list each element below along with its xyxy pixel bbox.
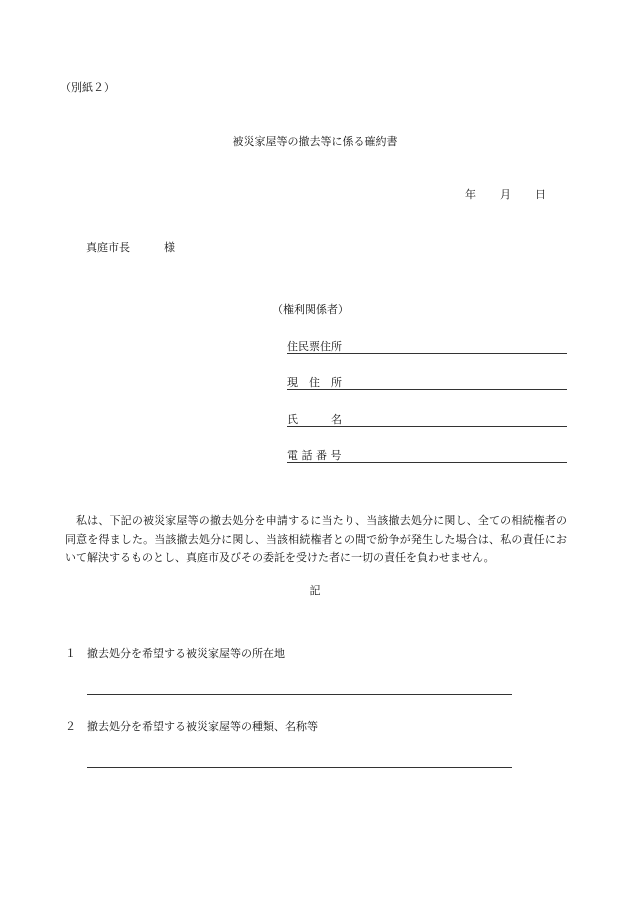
field-underline xyxy=(287,426,567,427)
field-underline xyxy=(287,389,567,390)
addressee-honorific: 様 xyxy=(164,241,175,254)
date-month-label: 月 xyxy=(500,188,511,201)
item-text: 撤去処分を希望する被災家屋等の所在地 xyxy=(87,647,285,660)
field-label: 氏 名 xyxy=(287,413,342,426)
statement-line: いて解決するものとし、真庭市及びその委託を受けた者に一切の責任を負わせません。 xyxy=(65,551,495,564)
document-title: 被災家屋等の撤去等に係る確約書 xyxy=(232,135,398,148)
attachment-label: （別紙２） xyxy=(60,81,115,94)
item-number: １ xyxy=(65,647,76,660)
party-heading: （権利関係者） xyxy=(272,303,349,316)
field-underline xyxy=(287,462,567,463)
item-underline xyxy=(87,694,512,695)
addressee-name: 真庭市長 xyxy=(86,241,130,254)
field-label: 住民票住所 xyxy=(287,340,342,353)
statement-line: 私は、下記の被災家屋等の撤去処分を申請するに当たり、当該撤去処分に関し、全ての相続権者の xyxy=(76,514,567,527)
item-number: ２ xyxy=(65,720,76,733)
field-underline xyxy=(287,353,567,354)
date-day-label: 日 xyxy=(535,188,546,201)
statement-line: 同意を得ました。当該撤去処分に関し、当該相続権者との間で紛争が発生した場合は、私の責任にお xyxy=(65,533,567,546)
item-underline xyxy=(87,767,512,768)
date-year-label: 年 xyxy=(465,188,476,201)
field-label: 電 話 番 号 xyxy=(287,449,342,462)
field-label: 現 住 所 xyxy=(287,376,342,389)
item-text: 撤去処分を希望する被災家屋等の種類、名称等 xyxy=(87,720,318,733)
ki-heading: 記 xyxy=(309,584,321,597)
